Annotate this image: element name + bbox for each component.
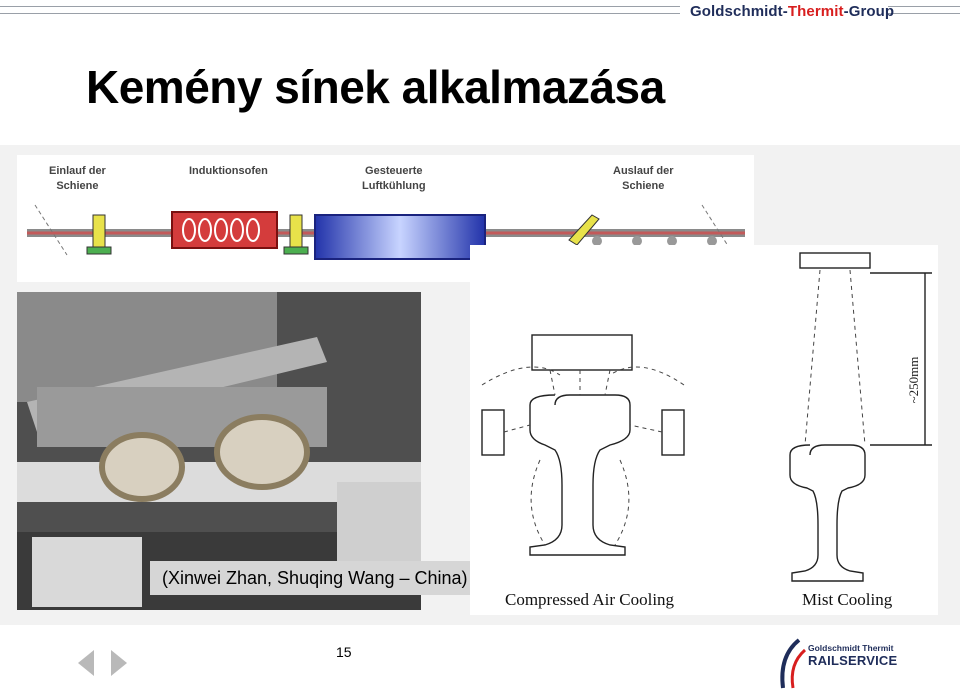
brand-part3: -Group: [843, 3, 895, 20]
brand-name: [690, 3, 894, 20]
header-rule: [0, 6, 680, 14]
page-number: 15: [336, 644, 352, 660]
photo-caption: (Xinwei Zhan, Shuqing Wang – China): [150, 561, 490, 595]
label-air-cooling-line2: Luftkühlung: [362, 180, 426, 192]
label-air-cooling-line1: Gesteuerte: [365, 165, 423, 177]
label-mist-cooling: Mist Cooling: [802, 590, 893, 609]
brand-part2: Thermit: [787, 3, 844, 20]
label-induction-furnace-line1: Induktionsofen: [189, 165, 268, 177]
slide-title: Kemény sínek alkalmazása: [86, 61, 665, 113]
label-rail-inlet-line2: Schiene: [56, 180, 99, 192]
previous-slide-icon[interactable]: [78, 650, 94, 676]
logo-top-text: Goldschmidt Thermit: [808, 643, 894, 653]
next-slide-icon[interactable]: [111, 650, 127, 676]
header-rule-right: [888, 6, 960, 14]
label-rail-outlet-line2: Schiene: [622, 180, 665, 192]
cooling-diagram: [470, 245, 938, 615]
logo-swoosh-icon: [775, 636, 809, 692]
label-rail-outlet-line1: Auslauf der: [613, 165, 674, 177]
dimension-label: ~250mm: [906, 356, 921, 404]
label-rail-inlet-line1: Einlauf der: [49, 165, 106, 177]
cooling-line-drawing: [470, 245, 938, 615]
brand-part1: Goldschmidt-: [690, 3, 788, 20]
railservice-logo: [775, 636, 898, 692]
logo-main-text: RAILSERVICE: [808, 653, 898, 668]
label-compressed-air-cooling: Compressed Air Cooling: [505, 590, 675, 609]
